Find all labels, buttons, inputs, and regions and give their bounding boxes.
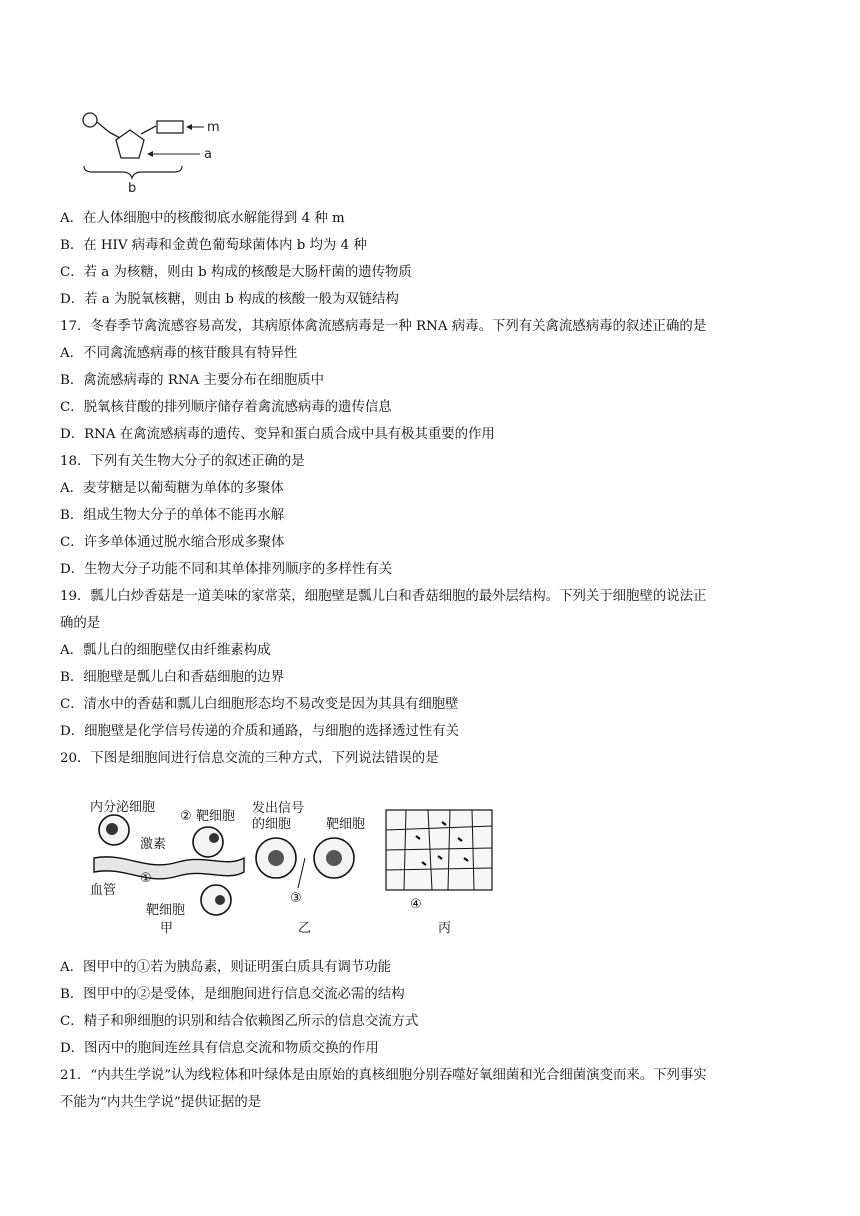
label-hormone: 激素 [140, 837, 167, 852]
target-cell-yi-nucleus [326, 850, 342, 866]
target-nucleus-top [209, 833, 219, 843]
q16-option-c: C．若 a 为核糖，则由 b 构成的核酸是大肠杆菌的遗传物质 [60, 265, 412, 280]
q19-option-c: C．清水中的香菇和瓢儿白细胞形态均不易改变是因为其具有细胞壁 [60, 697, 459, 712]
label-num1: ① [140, 871, 152, 886]
label-b: b [128, 181, 137, 196]
q17-option-b: B．禽流感病毒的 RNA 主要分布在细胞质中 [60, 373, 325, 388]
q20-option-a: A．图甲中的①若为胰岛素，则证明蛋白质具有调节功能 [60, 960, 392, 975]
phosphate-bond [97, 122, 109, 132]
label-target-cell-top: 靶细胞 [196, 809, 236, 824]
q19-option-a: A．瓢儿白的细胞壁仅由纤维素构成 [60, 643, 271, 658]
endocrine-nucleus [106, 823, 118, 835]
caption-yi: 乙 [298, 921, 312, 936]
q19-option-b: B．细胞壁是瓢儿白和香菇细胞的边界 [60, 670, 285, 685]
blood-vessel [94, 857, 244, 879]
label-a: a [204, 147, 212, 162]
brace-b [84, 166, 182, 178]
label-endocrine-cell: 内分泌细胞 [90, 800, 156, 815]
base-rect [157, 121, 183, 133]
target-cell-top [193, 827, 223, 857]
label-target-cell-yi: 靶细胞 [326, 817, 366, 832]
label-signal-cell-line2: 的细胞 [252, 817, 292, 832]
figure-bing [386, 810, 492, 936]
q16-option-a: A．在人体细胞中的核酸彻底水解能得到 4 种 m [60, 211, 345, 226]
q19-option-d: D．细胞壁是化学信号传递的介质和通路，与细胞的选择透过性有关 [60, 724, 460, 739]
q18-stem: 18．下列有关生物大分子的叙述正确的是 [60, 454, 305, 469]
q18-option-b: B．组成生物大分子的单体不能再水解 [60, 508, 285, 523]
q20-option-c: C．精子和卵细胞的识别和结合依赖图乙所示的信息交流方式 [60, 1014, 419, 1029]
q20-option-b: B．图甲中的②是受体，是细胞间进行信息交流必需的结构 [60, 987, 405, 1002]
q21-stem-line2: 不能为“内共生学说”提供证据的是 [60, 1095, 262, 1110]
figure-yi [252, 800, 365, 936]
phosphate-circle [83, 113, 97, 127]
base-bond [141, 126, 156, 134]
q17-option-d: D．RNA 在禽流感病毒的遗传、变异和蛋白质合成中具有极其重要的作用 [60, 427, 495, 442]
q16-option-b: B．在 HIV 病毒和金黄色葡萄球菌体内 b 均为 4 种 [60, 238, 367, 253]
q18-option-c: C．许多单体通过脱水缩合形成多聚体 [60, 535, 285, 550]
arrow-a-head [147, 151, 153, 157]
q18-option-d: D．生物大分子功能不同和其单体排列顺序的多样性有关 [60, 562, 393, 577]
q16-option-d: D．若 a 为脱氧核糖，则由 b 构成的核酸一般为双链结构 [60, 292, 399, 307]
q20-stem: 20．下图是细胞间进行信息交流的三种方式，下列说法错误的是 [60, 751, 439, 766]
signal-cell-nucleus [268, 850, 284, 866]
target-nucleus-bottom [215, 895, 225, 905]
figure-jia [90, 799, 244, 936]
label-signal-cell-line1: 发出信号 [252, 801, 305, 816]
q17-option-a: A．不同禽流感病毒的核苷酸具有特异性 [60, 346, 298, 361]
sugar-bond [109, 132, 120, 138]
label-m: m [207, 120, 220, 135]
label-blood-vessel: 血管 [90, 883, 117, 898]
pointer-num3 [298, 858, 305, 888]
caption-bing: 丙 [438, 921, 452, 936]
pentose-pentagon [116, 130, 144, 158]
q20-option-d: D．图丙中的胞间连丝具有信息交流和物质交换的作用 [60, 1041, 379, 1056]
caption-jia: 甲 [160, 921, 174, 936]
label-target-cell-bottom: 靶细胞 [146, 903, 186, 918]
q19-stem-line2: 确的是 [60, 616, 101, 631]
q18-option-a: A．麦芽糖是以葡萄糖为单体的多聚体 [60, 481, 284, 496]
label-num2: ② [180, 809, 192, 824]
label-num3: ③ [290, 891, 302, 906]
arrow-m-head [186, 124, 192, 130]
q19-stem-line1: 19．瓢儿白炒香菇是一道美味的家常菜，细胞壁是瓢儿白和香菇细胞的最外层结构。下列关于细胞壁的说法正 [60, 589, 707, 604]
q17-option-c: C．脱氧核苷酸的排列顺序储存着禽流感病毒的遗传信息 [60, 400, 392, 415]
q17-stem: 17．冬春季节禽流感容易高发，其病原体禽流感病毒是一种 RNA 病毒。下列有关禽流感病毒的叙述正确的是 [60, 319, 707, 334]
nucleotide-figure [78, 104, 238, 196]
label-num4: ④ [410, 897, 422, 912]
q21-stem-line1: 21．“内共生学说”认为线粒体和叶绿体是由原始的真核细胞分别吞噬好氧细菌和光合细菌演变而来。下列事实 [60, 1068, 707, 1083]
cell-signaling-figure [86, 796, 506, 940]
